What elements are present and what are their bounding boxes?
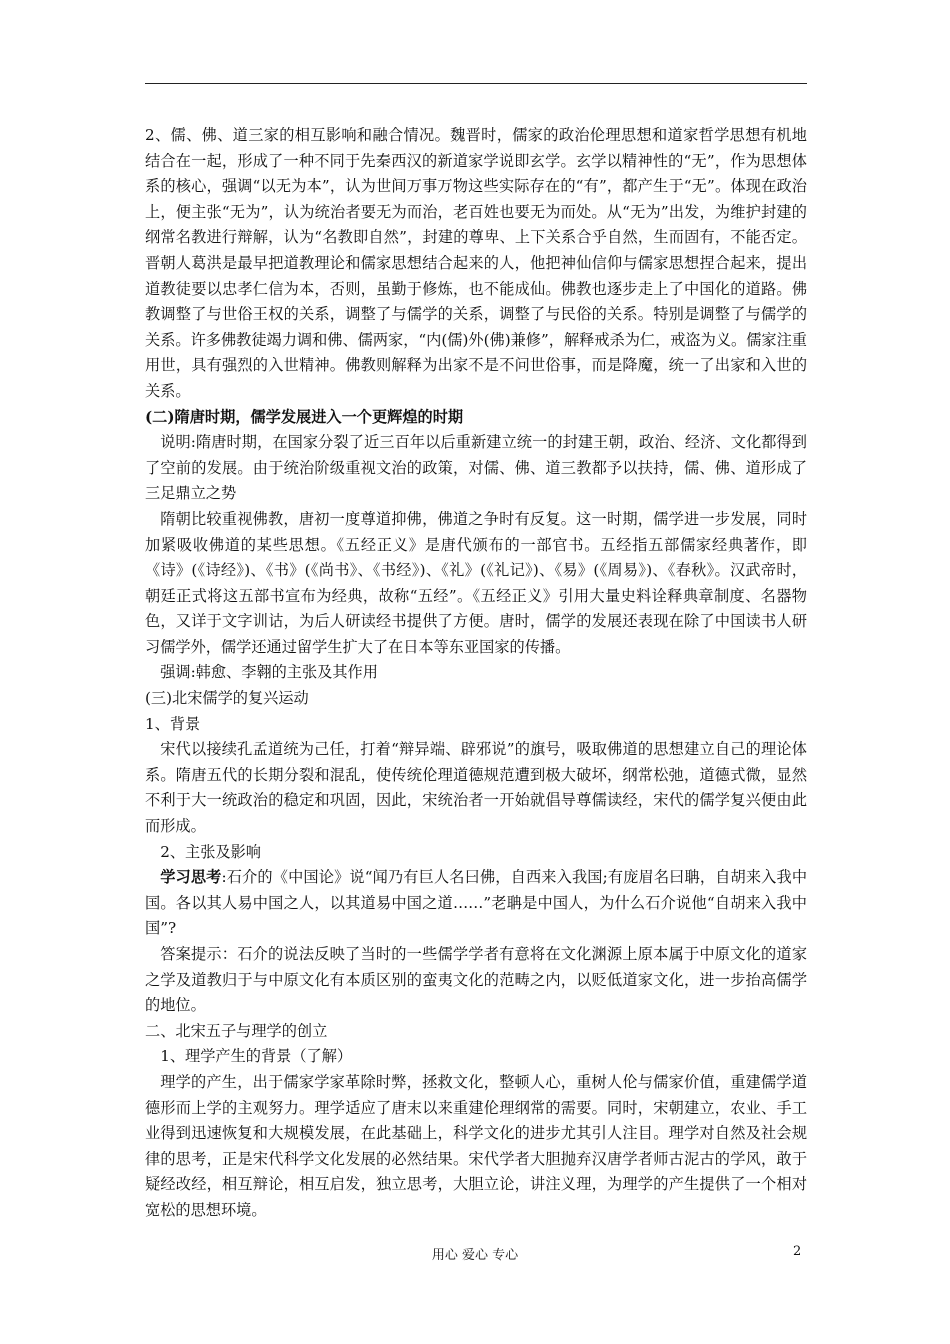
header-rule (145, 83, 807, 84)
xuexi-sikao-label: 学习思考 (160, 868, 222, 887)
paragraph-sanjia-ronghe: 2、儒、佛、道三家的相互影响和融合情况。魏晋时，儒家的政治伦理思想和道家哲学思想有机地结合在一起，形成了一种不同于先秦西汉的新道家学说即玄学。玄学以精神性的“无”，作为思想体系的核心，强调“以无为本”，认为世间万事万物这些实际存在的“有”，都产生于“无”。体现在政治上，便主张“无为”，认为统治者要无为而治，老百姓也要无为而处。从“无为”出发，为维护封建的纲常名教进行辩解，认为“名教即自然”，封建的尊卑、上下关系合乎自然，生而固有，不能否定。晋朝人葛洪是最早把道教理论和儒家思想结合起来的人，他把神仙信仰与儒家思想捏合起来，提出道教徒要以忠孝仁信为本，否则，虽勤于修炼，也不能成仙。佛教也逐步走上了中国化的道路。佛教调整了与世俗王权的关系，调整了与儒学的关系，调整了与民俗的关系。特别是调整了与儒学的关系。许多佛教徒竭力调和佛、儒两家，“内(儒)外(佛)兼修”，解释戒杀为仁，戒盗为义。儒家注重用世，具有强烈的入世精神。佛教则解释为出家不是不问世俗事，而是降魔，统一了出家和入世的关系。 (145, 126, 807, 400)
subheading-beijing: 1、背景 (145, 714, 201, 733)
footer-motto: 用心 爱心 专心 (431, 1248, 519, 1263)
xuexi-sikao-text: :石介的《中国论》说“闻乃有巨人名曰佛，自西来入我国;有庞眉名曰聃，自胡来入我中国。各以其人易中国之人，以其道易中国之道……”老聃是中国人，为什么石介说他“自胡来入我中国”? (145, 868, 808, 938)
paragraph-shuoming: 说明:隋唐时期，在国家分裂了近三百年以后重新建立统一的封建王朝，政治、经济、文化都得到了空前的发展。由于统治阶级重视文治的政策，对儒、佛、道三教都予以扶持，儒、佛、道形成了三足鼎立之势 (145, 433, 807, 503)
paragraph-suichao: 隋朝比较重视佛教，唐初一度尊道抑佛，佛道之争时有反复。这一时期，儒学进一步发展，同时加紧吸收佛道的某些思想。《五经正义》是唐代颁布的一部官书。五经指五部儒家经典著作，即《诗》(《诗经》)、《书》(《尚书》、《书经》)、《礼》(《礼记》)、《易》(《周易》)、《春秋》。汉武帝时，朝廷正式将这五部书宣布为经典，故称“五经”。《五经正义》引用大量史料诠释典章制度、名器物色，又详于文字训诂，为后人研读经书提供了方便。唐时，儒学的发展还表现在除了中国读书人研习儒学外，儒学还通过留学生扩大了在日本等东亚国家的传播。 (145, 509, 807, 656)
section-heading-beisong: (三)北宋儒学的复兴运动 (145, 689, 309, 708)
subheading-lixue-beijing: 1、理学产生的背景（了解） (160, 1047, 353, 1066)
subheading-zhuzhang: 2、主张及影响 (160, 842, 261, 861)
paragraph-songdai: 宋代以接续孔孟道统为己任，打着“辩异端、辟邪说”的旗号，吸取佛道的思想建立自己的理论体系。隋唐五代的长期分裂和混乱，使传统伦理道德规范遭到极大破坏，纲常松弛，道德式微，显然不利于大一统政治的稳定和巩固，因此，宋统治者一开始就倡导尊儒读经，宋代的儒学复兴便由此而形成。 (145, 740, 807, 836)
paragraph-xuexi-sikao (145, 865, 807, 942)
section-heading-beisong-wuzi: 二、北宋五子与理学的创立 (145, 1021, 328, 1040)
page-number: 2 (793, 1244, 802, 1259)
paragraph-lixue-chansheng: 理学的产生，出于儒家学家革除时弊，拯救文化，整顿人心，重树人伦与儒家价值，重建儒学道德形而上学的主观努力。理学适应了唐末以来重建伦理纲常的需要。同时，宋朝建立，农业、手工业得到迅速恢复和大规模发展，在此基础上，科学文化的进步尤其引人注目。理学对自然及社会规律的思考，正是宋代科学文化发展的必然结果。宋代学者大胆抛弃汉唐学者师古泥古的学风，敢于疑经改经，相互辩论，相互启发，独立思考，大胆立论，讲注义理，为理学的产生提供了一个相对宽松的思想环境。 (145, 1072, 807, 1219)
document-body (145, 123, 807, 1224)
paragraph-qiangdiao: 强调:韩愈、李翱的主张及其作用 (160, 663, 378, 682)
section-heading-suitang: (二)隋唐时期，儒学发展进入一个更辉煌的时期 (145, 407, 464, 426)
paragraph-daan-tishi: 答案提示：石介的说法反映了当时的一些儒学学者有意将在文化渊源上原本属于中原文化的道家之学及道教归于与中原文化有本质区别的蛮夷文化的范畴之内，以贬低道家文化，进一步抬高儒学的地位。 (145, 945, 807, 1015)
